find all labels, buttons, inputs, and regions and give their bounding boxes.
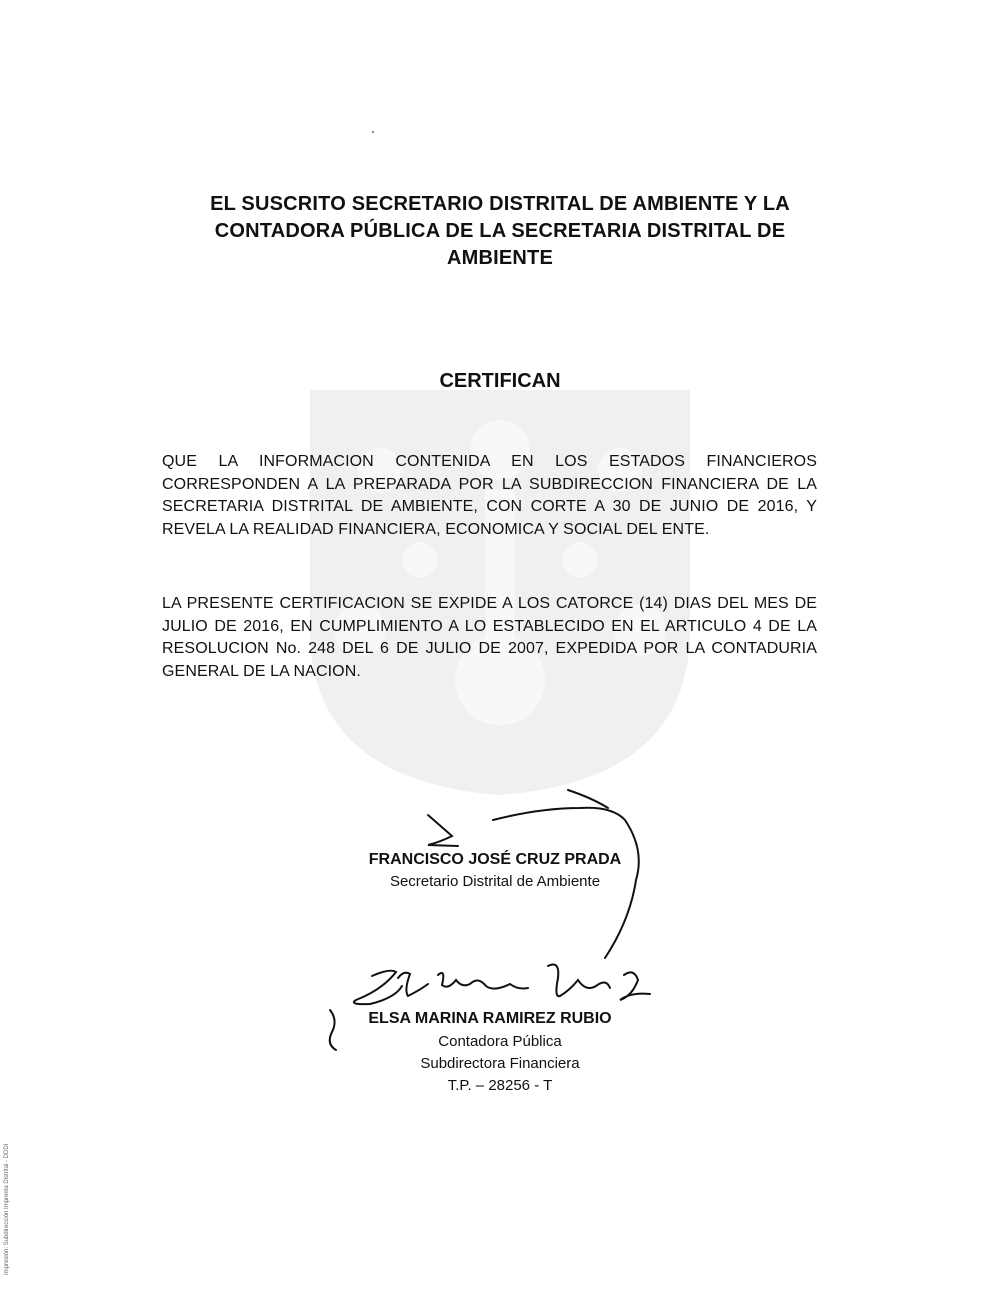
signer-2-role-1: Contadora Pública	[438, 1033, 562, 1050]
heading-line-3: AMBIENTE	[446, 247, 554, 269]
certifican-heading: CERTIFICAN	[439, 370, 561, 392]
certification-paragraph-2: LA PRESENTE CERTIFICACION SE EXPIDE A LOS CATORCE (14) DIAS DEL MES DE JULIO DE 2016, EN CUMPLIMIENTO A LO ESTABLECIDO EN EL ARTICULO 4 DE LA RESOLUCION No. 248 DEL 6 DE JULIO DE 2007, EXPEDIDA POR LA CONTADURIA GENERAL DE LA NACION.	[162, 595, 817, 680]
printer-note: Impresión: Subdirección Imprenta Distrital - DDDI	[4, 1143, 10, 1275]
signer-2-name: ELSA MARINA RAMIREZ RUBIO	[368, 1010, 612, 1027]
heading-line-1: EL SUSCRITO SECRETARIO DISTRITAL DE AMBIENTE Y LA	[210, 193, 790, 215]
signer-1-role: Secretario Distrital de Ambiente	[389, 873, 601, 890]
signature-block-contadora	[0, 1010, 1000, 1094]
signer-2-role-2: Subdirectora Financiera	[420, 1055, 580, 1072]
signer-2-tp: T.P. – 28256 - T	[447, 1077, 553, 1094]
signer-1-name: FRANCISCO JOSÉ CRUZ PRADA	[368, 851, 622, 868]
heading-line-2: CONTADORA PÚBLICA DE LA SECRETARIA DISTRITAL DE	[214, 220, 786, 242]
signature-block-secretario	[0, 851, 1000, 890]
certification-paragraph-1: QUE LA INFORMACION CONTENIDA EN LOS ESTADOS FINANCIEROS CORRESPONDEN A LA PREPARADA POR LA SUBDIRECCION FINANCIERA DE LA SECRETARIA DISTRITAL DE AMBIENTE, CON CORTE A 30 DE JUNIO DE 2016, Y REVELA LA REALIDAD FINANCIERA, ECONOMICA Y SOCIAL DEL ENTE.	[162, 453, 817, 538]
